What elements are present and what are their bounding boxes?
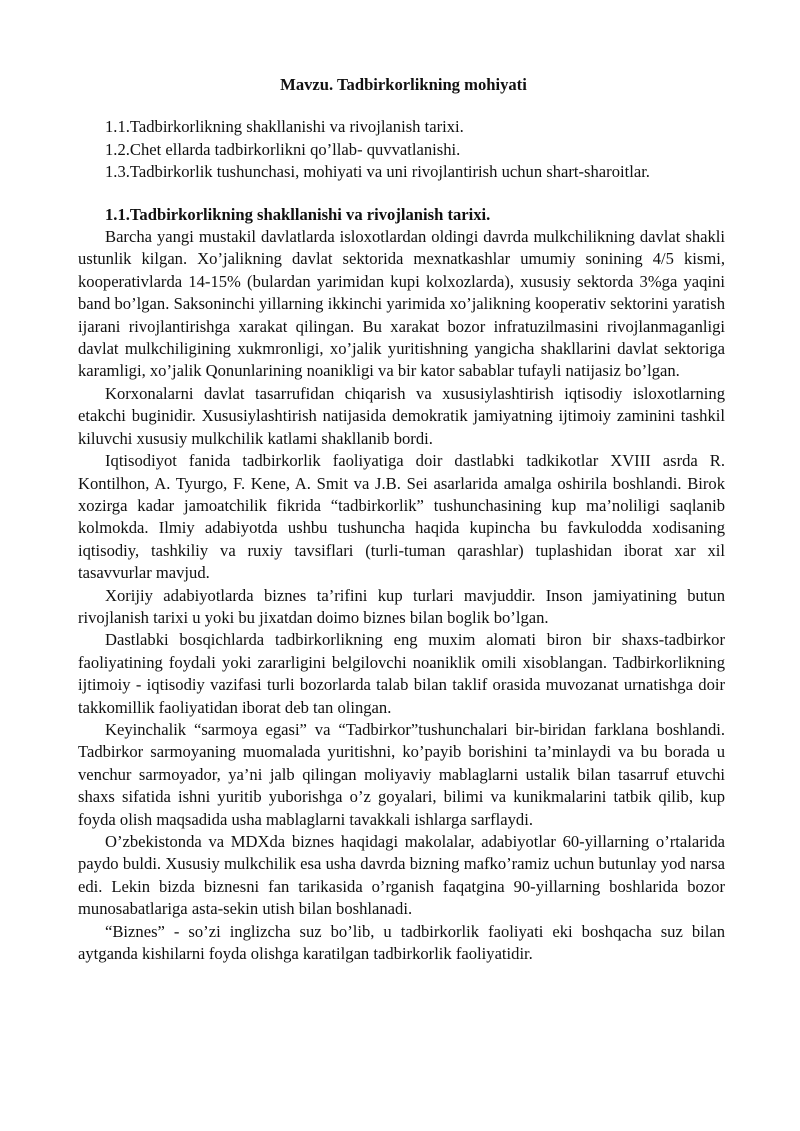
paragraph: Iqtisodiyot fanida tadbirkorlik faoliyatiga doir dastlabki tadkikotlar XVIII asrda R. Kontilhon, A. Tyurgo, F. Kene, A. Smit va J.B. Sei asarlarida amalga oshirila boshlandi. Birok xozirga kadar jamoatchilik fikrida “tadbirkorlik” tushunchasining kup ma’noliligi saqlanib kolmokda. Ilmiy adabiyotda ushbu tushuncha haqida kupincha bu favkulodda xodisaning iqtisodiy, tashkiliy va ruxiy tavsiflari (turli-tuman qarashlar) tuplashidan iborat xar xil tasavvurlar mavjud. xyxy=(78,451,725,583)
paragraph: Dastlabki bosqichlarda tadbirkorlikning eng muxim alomati biron bir shaxs-tadbirkor faoliyatining foydali yoki zararligini belgilovchi noaniklik omili xisoblangan. Tadbirkorlikning ijtimoiy - iqtisodiy vazifasi turli bozorlarda talab bilan taklif orasida muvozanat urnatishga doir takkomillik faoliyatidan iborat deb tan olingan. xyxy=(78,630,725,717)
paragraph: O’zbekistonda va MDXda biznes haqidagi makolalar, adabiyotlar 60-yillarning o’rtalarida paydo buldi. Xususiy mulkchilik esa usha davrda bizning mafko’ramiz uchun butunlay yod narsa edi. Lekin bizda biznesni fan tarikasida o’rganish faqatgina 90-yillarning boshlarida bozor munosabatlariga asta-sekin utish bilan boshlanadi. xyxy=(78,832,725,919)
document-page xyxy=(78,74,725,965)
paragraph: “Biznes” - so’zi inglizcha suz bo’lib, u tadbirkorlik faoliyati eki boshqacha suz bilan aytganda kishilarni foyda olishga karatilgan tadbirkorlik faoliyatidir. xyxy=(78,921,725,964)
paragraph: Barcha yangi mustakil davlatlarda isloxotlardan oldingi davrda mulkchilikning davlat shakli ustunlik kilgan. Xo’jalikning davlat sektorida mexnatkashlar umumiy sonining 4/5 kismi, kooperativlarda 14-15% (bulardan yarimidan kupi kolxozlarda), xususiy sektorda 3%ga yaqini band bo’lgan. Saksoninchi yillarning ikkinchi yarimida xo’jalikning kooperativ sektorini yaratish ijarani rivojlantirishga xarakat qilingan. Bu xarakat bozor infratuzilmasini rivojlanmaganligi davlat mulkchiligining xukmronligi, xo’jalik yuritishning yangicha shakllarini davlat sektoriga karamligi, xo’jalik Qonunlarining noanikligi va bir kator sabablar tufayli natijasiz bo’lgan. xyxy=(78,227,725,381)
paragraph: Korxonalarni davlat tasarrufidan chiqarish va xususiylashtirish iqtisodiy isloxotlarning etakchi buginidir. Xususiylashtirish natijasida demokratik jamiyatning ijtimoiy zaminini tashkil kiluvchi xususiy mulkchilik katlami shakllanib bordi. xyxy=(78,383,725,448)
section-heading: 1.1.Tadbirkorlikning shakllanishi va rivojlanish tarixi. xyxy=(105,204,491,224)
document-title: Mavzu. Tadbirkorlikning mohiyati xyxy=(280,75,527,94)
paragraph: Keyinchalik “sarmoya egasi” va “Tadbirkor”tushunchalari bir-biridan farklana boshlandi. Tadbirkor sarmoyaning muomalada yuritishni, ko’payib borishini ta’minlaydi va bu borada u venchur sarmoyador, ya’ni jalb qilingan moliyaviy mablaglarni ustalik bilan tasarruf etuvchi shaxs sifatida ishni yuritib yuborishga o’z goyalari, bilimi va kunikmalarini tatbik qilib, kup foyda olish maqsadida usha mablaglarni tavakkali ishlarga sarflaydi. xyxy=(78,719,725,829)
paragraph: Xorijiy adabiyotlarda biznes ta’rifini kup turlari mavjuddir. Inson jamiyatining butun rivojlanish tarixi u yoki bu jixatdan doimo biznes bilan boglik bo’lgan. xyxy=(78,585,725,627)
toc-item: 1.3.Tadbirkorlik tushunchasi, mohiyati va uni rivojlantirish uchun shart-sharoitlar. xyxy=(105,162,650,182)
toc-item: 1.2.Chet ellarda tadbirkorlikni qo’llab- quvvatlanishi. xyxy=(105,139,461,159)
table-of-contents xyxy=(78,116,725,183)
toc-item: 1.1.Tadbirkorlikning shakllanishi va rivojlanish tarixi. xyxy=(105,117,464,137)
